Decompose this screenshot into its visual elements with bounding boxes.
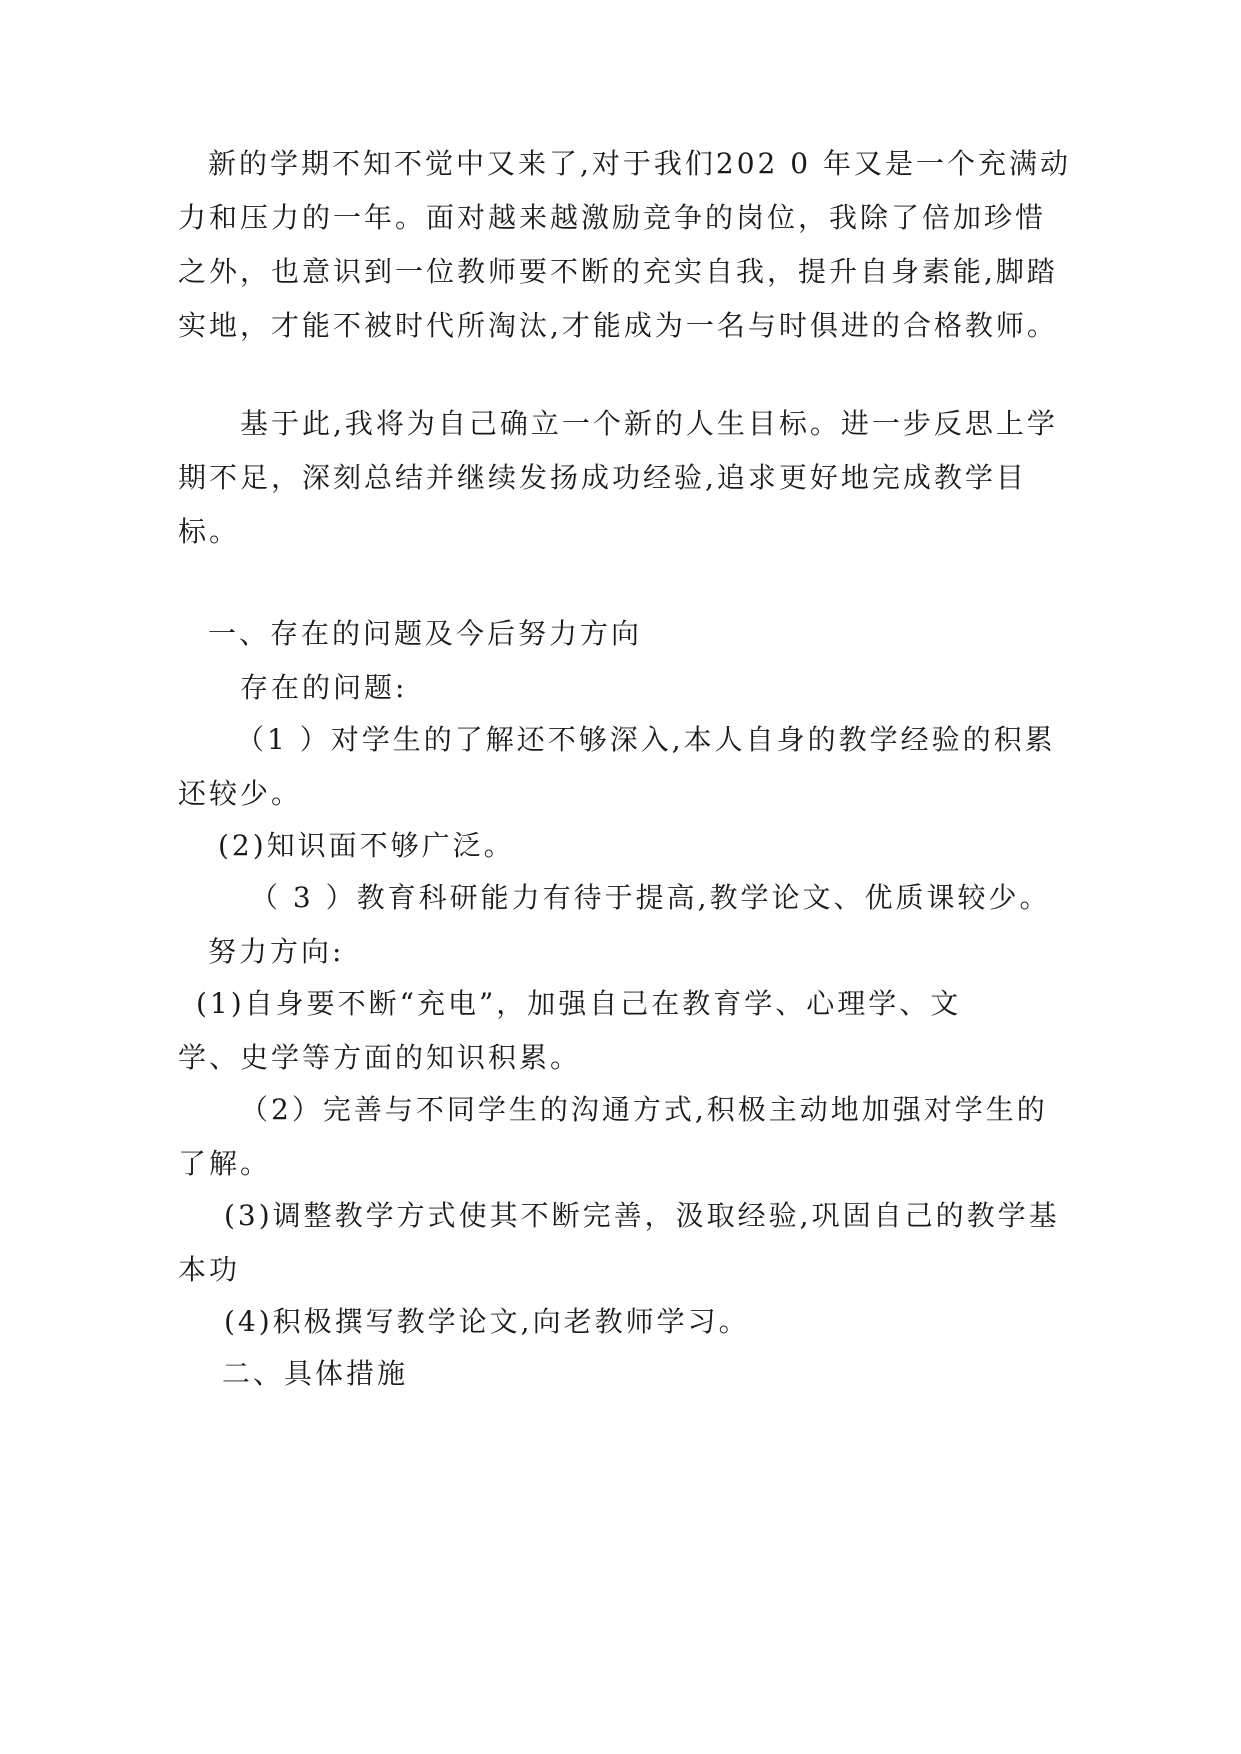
problems-heading: 存在的问题:	[240, 671, 408, 704]
direction-3-line-1: (3)调整教学方式使其不断完善，汲取经验,巩固自己的教学基	[224, 1199, 1060, 1232]
paragraph-2-line-1: 基于此,我将为自己确立一个新的人生目标。进一步反思上学	[240, 407, 1058, 440]
direction-heading: 努力方向:	[208, 935, 345, 968]
direction-4: (4)积极撰写教学论文,向老教师学习。	[224, 1305, 750, 1338]
problem-2: (2)知识面不够广泛。	[218, 829, 515, 862]
section-2-heading: 二、具体措施	[222, 1357, 409, 1390]
direction-1-line-1: (1)自身要不断“充电”，加强自己在教育学、心理学、文	[196, 987, 962, 1020]
direction-3-line-2: 本功	[178, 1253, 241, 1286]
paragraph-1-line-1: 新的学期不知不觉中又来了,对于我们202 0 年又是一个充满动	[208, 147, 1071, 180]
paragraph-1-line-3: 之外，也意识到一位教师要不断的充实自我，提升自身素能,脚踏	[178, 255, 1058, 288]
section-1-heading: 一、存在的问题及今后努力方向	[208, 617, 643, 650]
problem-1-line-1: （1 ）对学生的了解还不够深入,本人自身的教学经验的积累	[236, 723, 1056, 756]
paragraph-1-line-4: 实地，才能不被时代所淘汰,才能成为一名与时俱进的合格教师。	[178, 309, 1058, 342]
paragraph-2-line-3: 标。	[178, 515, 241, 548]
direction-2-line-2: 了解。	[178, 1147, 272, 1180]
problem-3: （ 3 ）教育科研能力有待于提高,教学论文、优质课较少。	[250, 881, 1051, 914]
direction-1-line-2: 学、史学等方面的知识积累。	[178, 1041, 582, 1074]
problem-1-line-2: 还较少。	[178, 777, 303, 810]
paragraph-1-line-2: 力和压力的一年。面对越来越激励竞争的岗位，我除了倍加珍惜	[178, 201, 1047, 234]
paragraph-2-line-2: 期不足，深刻总结并继续发扬成功经验,追求更好地完成教学目	[178, 461, 1027, 494]
direction-2-line-1: （2）完善与不同学生的沟通方式,积极主动地加强对学生的	[240, 1093, 1048, 1126]
